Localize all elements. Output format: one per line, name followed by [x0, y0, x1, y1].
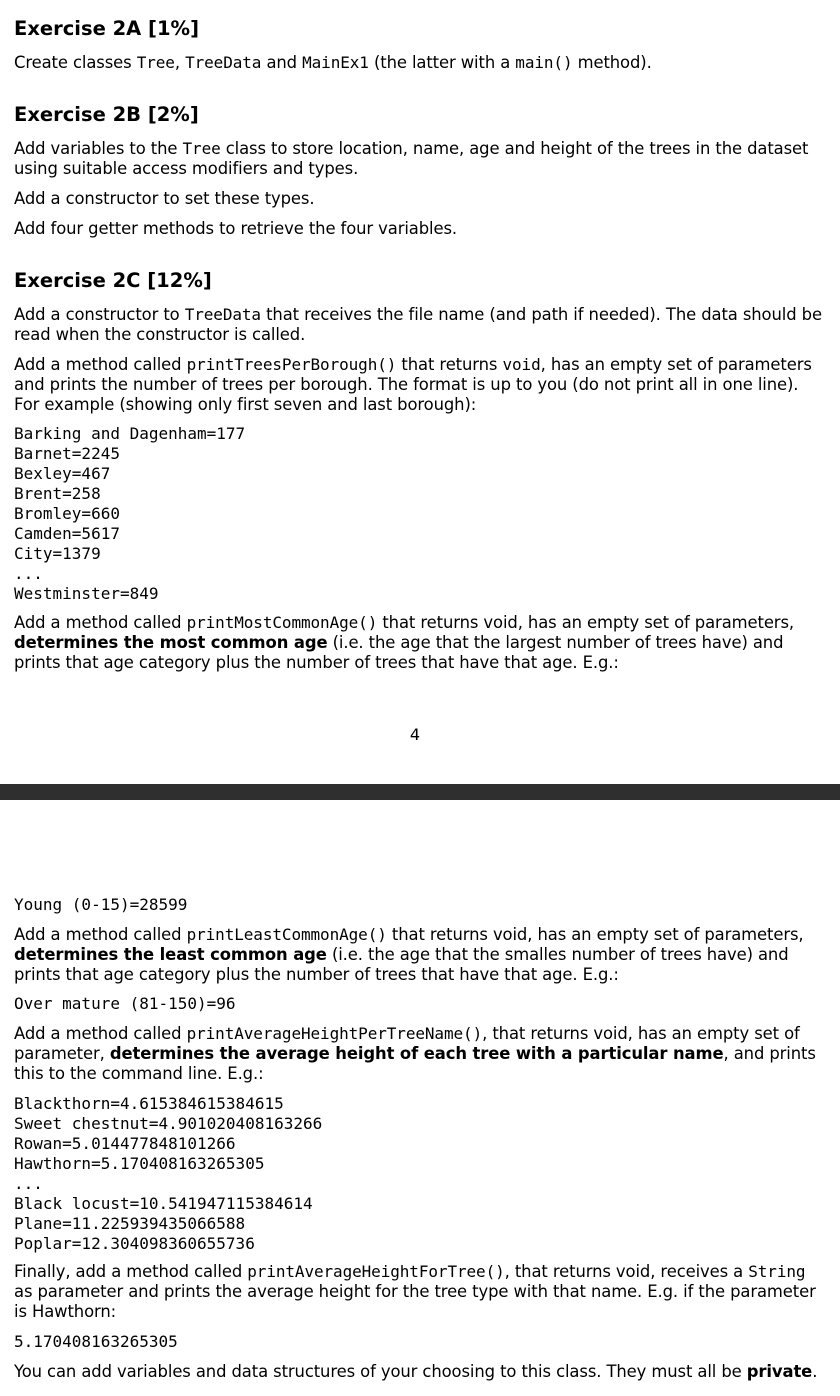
inline-code: TreeData: [184, 305, 261, 324]
text-run: that returns void, has an empty set of parameters,: [386, 925, 804, 944]
text-run: , and prints this to the command line. E.g.:: [14, 1044, 816, 1083]
text-run: , has an empty set of parameters and prints the number of trees per borough. The format is up to you (do not print all in one line). For example (showing only first seven and last borough):: [14, 355, 812, 414]
inline-code: printAverageHeightForTree(): [247, 1262, 505, 1281]
text-run: class to store location, name, age and height of the trees in the dataset using suitable access modifiers and types.: [14, 139, 809, 178]
page-number: 4: [409, 725, 421, 744]
text-run: Add variables to the: [14, 139, 183, 158]
exercise-2c-text-2: [14, 355, 826, 415]
text-run: and: [261, 53, 303, 72]
text-run: as parameter and prints the average height for the tree type with that name. E.g. if the parameter is Hawthorn:: [14, 1282, 816, 1321]
bold-text: determines the most common age: [14, 633, 328, 652]
closing-text: [14, 1362, 826, 1382]
inline-code: printLeastCommonAge(): [186, 925, 387, 944]
least-common-output-code: Over mature (81-150)=96: [14, 994, 236, 1013]
text-run: that returns void, has an empty set of parameters,: [377, 613, 794, 632]
text-run: , that returns void, has an empty set of parameter,: [14, 1024, 800, 1063]
text-run: (i.e. the age that the largest number of trees have) and prints that age category plus the number of trees that have that age. E.g.:: [14, 633, 784, 672]
exercise-2c-text-3: [14, 613, 826, 673]
exercise-2b-text-3: [14, 219, 826, 239]
page-2: [0, 800, 840, 1396]
final-output-code: 5.170408163265305: [14, 1332, 178, 1351]
inline-code: void: [502, 355, 541, 374]
text-run: Add a method called: [14, 1024, 187, 1043]
exercise-2b-title: Exercise 2B [2%]: [14, 103, 199, 126]
borough-output-code: Barking and Dagenham=177 Barnet=2245 Bexley=467 Brent=258 Bromley=660 Camden=5617 City=1379 ... Westminster=849: [14, 424, 246, 603]
text-run: Create classes: [14, 53, 137, 72]
text-run: Add a method called: [14, 613, 187, 632]
inline-code: printTreesPerBorough(): [186, 355, 397, 374]
inline-code: Tree: [136, 53, 175, 72]
text-run: You can add variables and data structures of your choosing to this class. They must all be: [14, 1362, 747, 1381]
text-run: (the latter with a: [368, 53, 516, 72]
text-run: (i.e. the age that the smalles number of trees have) and prints that age category plus the number of trees that have that age. E.g.:: [14, 945, 789, 984]
average-height-text: [14, 1024, 826, 1084]
text-run: Add four getter methods to retrieve the four variables.: [14, 219, 458, 238]
text-run: .: [812, 1362, 818, 1381]
bold-text: determines the least common age: [14, 945, 327, 964]
inline-code: printMostCommonAge(): [186, 613, 378, 632]
text-run: that returns: [396, 355, 503, 374]
least-common-text: [14, 925, 826, 985]
inline-code: MainEx1: [302, 53, 369, 72]
text-run: ,: [174, 53, 186, 72]
bold-text: determines the average height of each tree with a particular name: [109, 1044, 724, 1063]
text-run: Add a constructor to set these types.: [14, 189, 315, 208]
bold-text: private: [746, 1362, 813, 1381]
page-divider: [0, 784, 840, 800]
final-method-text: [14, 1262, 826, 1322]
average-height-output-code: Blackthorn=4.615384615384615 Sweet chestnut=4.901020408163266 Rowan=5.014477848101266 Hawthorn=5.170408163265305 ... Black locust=10.541947115384614 Plane=11.225939435066588 Poplar=12.304098360655736: [14, 1094, 323, 1253]
text-run: Add a constructor to: [14, 305, 185, 324]
inline-code: TreeData: [185, 53, 262, 72]
inline-code: Tree: [182, 139, 221, 158]
text-run: that receives the file name (and path if needed). The data should be read when the constructor is called.: [14, 305, 822, 344]
inline-code: String: [748, 1262, 806, 1281]
inline-code: printAverageHeightPerTreeName(): [186, 1024, 483, 1043]
exercise-2b-text-1: [14, 139, 826, 179]
exercise-2a-text: [14, 53, 826, 73]
text-run: Add a method called: [14, 925, 187, 944]
exercise-2b-text-2: [14, 189, 826, 209]
text-run: Add a method called: [14, 355, 187, 374]
exercise-2c-text-1: [14, 305, 826, 345]
text-run: , that returns void, receives a: [504, 1262, 749, 1281]
inline-code: main(): [515, 53, 573, 72]
exercise-2a-title: Exercise 2A [1%]: [14, 17, 199, 40]
text-run: method).: [572, 53, 652, 72]
text-run: Finally, add a method called: [14, 1262, 248, 1281]
exercise-2c-title: Exercise 2C [12%]: [14, 269, 212, 292]
most-common-output-code: Young (0-15)=28599: [14, 895, 188, 914]
